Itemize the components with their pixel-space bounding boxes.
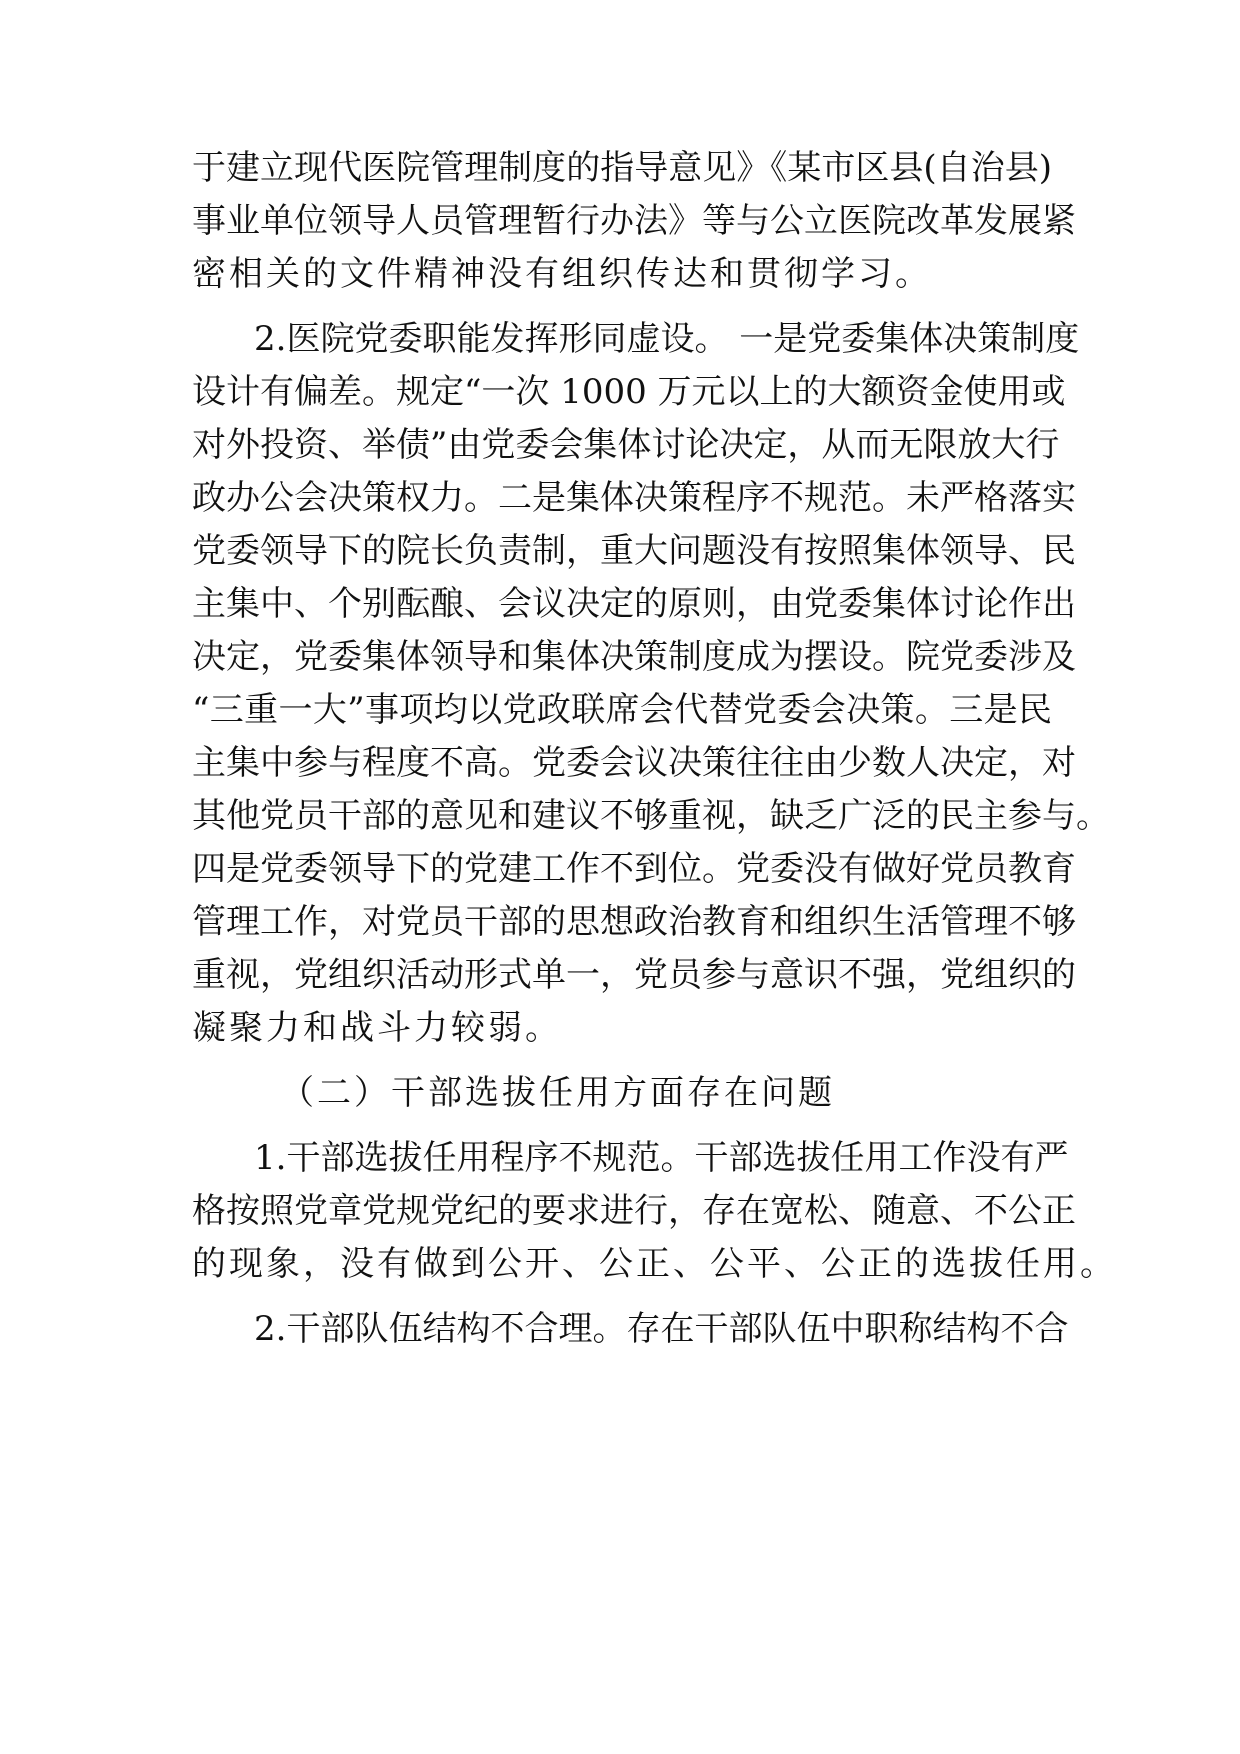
- body-line-6: 对外投资、举债”由党委会集体讨论决定，从而无限放大行: [192, 425, 1060, 465]
- body-line-8: 党委领导下的院长负责制，重大问题没有按照集体领导、民: [192, 531, 1076, 571]
- body-line-3: 密相关的文件精神没有组织传达和贯彻学习。: [192, 254, 932, 294]
- body-line-11: “三重一大”事项均以党政联席会代替党委会决策。三是民: [192, 690, 1052, 730]
- body-line-13: 其他党员干部的意见和建议不够重视，缺乏广泛的民主参与。: [192, 796, 1110, 836]
- body-line-1: 于建立现代医院管理制度的指导意见》《某市区县(自治县): [192, 148, 1052, 188]
- body-line-16: 重视，党组织活动形式单一，党员参与意识不强，党组织的: [192, 955, 1076, 995]
- body-line-20: 格按照党章党规党纪的要求进行，存在宽松、随意、不公正: [192, 1191, 1076, 1231]
- body-line-7: 政办公会决策权力。二是集体决策程序不规范。未严格落实: [192, 478, 1076, 518]
- body-line-9: 主集中、个别酝酿、会议决定的原则，由党委集体讨论作出: [192, 584, 1076, 624]
- body-line-10: 决定，党委集体领导和集体决策制度成为摆设。院党委涉及: [192, 637, 1076, 677]
- paragraph-2-first-line: 2.医院党委职能发挥形同虚设。 一是党委集体决策制度: [254, 319, 1080, 359]
- body-line-14: 四是党委领导下的党建工作不到位。党委没有做好党员教育: [192, 849, 1076, 889]
- section-heading: （二）干部选拔任用方面存在问题: [280, 1073, 835, 1113]
- body-line-15: 管理工作，对党员干部的思想政治教育和组织生活管理不够: [192, 902, 1076, 942]
- paragraph-4-first-line: 2.干部队伍结构不合理。存在干部队伍中职称结构不合: [254, 1309, 1069, 1349]
- paragraph-3-first-line: 1.干部选拔任用程序不规范。干部选拔任用工作没有严: [254, 1138, 1069, 1178]
- body-line-21: 的现象，没有做到公开、公正、公平、公正的选拔任用。: [192, 1244, 1117, 1284]
- body-line-5: 设计有偏差。规定“一次 1000 万元以上的大额资金使用或: [192, 372, 1066, 412]
- body-line-12: 主集中参与程度不高。党委会议决策往往由少数人决定，对: [192, 743, 1076, 783]
- body-line-2: 事业单位领导人员管理暂行办法》等与公立医院改革发展紧: [192, 201, 1076, 241]
- body-line-17: 凝聚力和战斗力较弱。: [192, 1008, 562, 1048]
